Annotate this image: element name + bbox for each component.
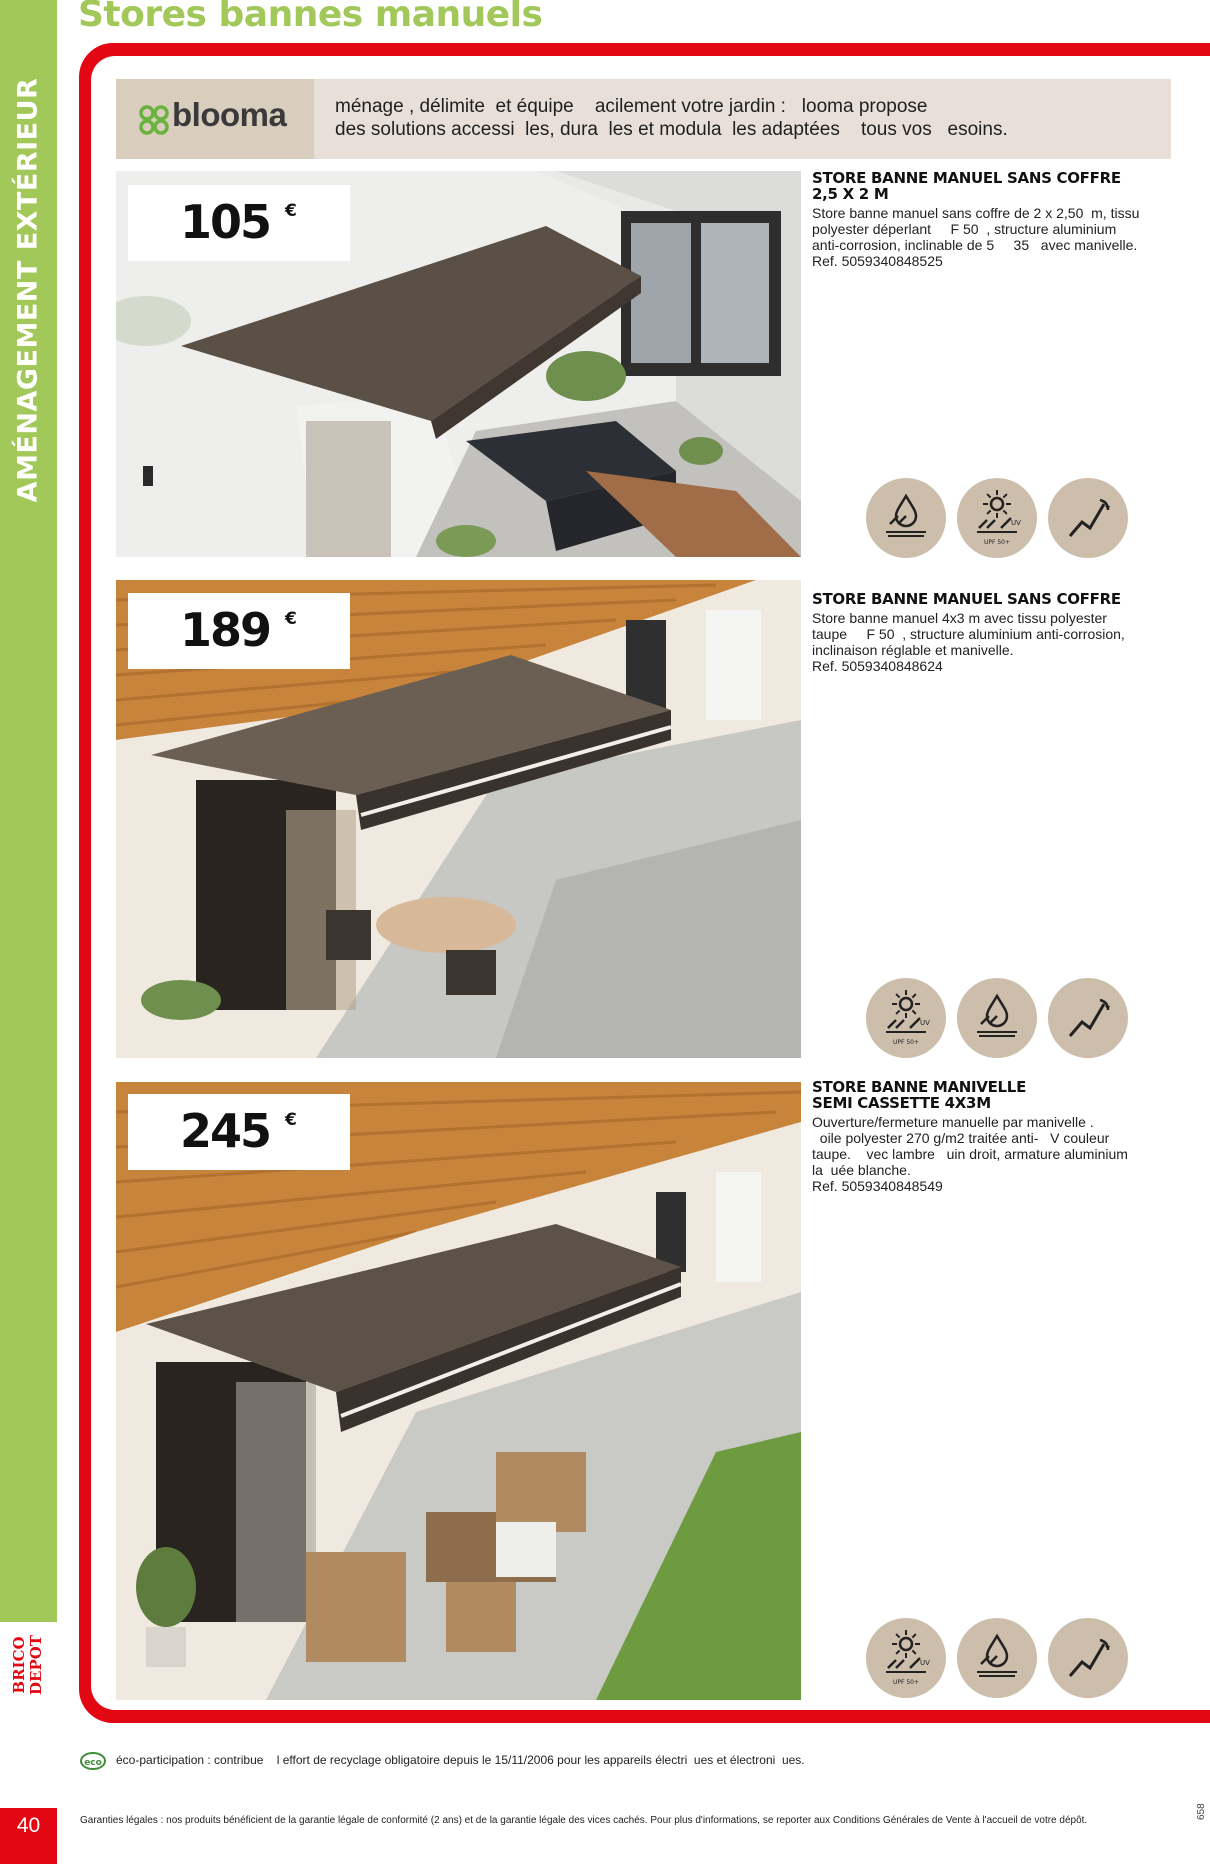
price-currency: €: [285, 1110, 297, 1130]
recycling-icon: [80, 1752, 106, 1770]
product-description: Ouverture/fermeture manuelle par manivelle . oile polyester 270 g/m2 traitée anti- V couleur taupe. vec lambre uin droit, armature aluminium la uée blanche. Ref. 5059340848549: [812, 1114, 1177, 1194]
product-description: Store banne manuel sans coffre de 2 x 2,50 m, tissu polyester déperlant F 50 , structure aluminium anti-corrosion, inclinable de 5 35 avec manivelle. Ref. 5059340848525: [812, 205, 1177, 269]
price-value: 245: [180, 1104, 271, 1158]
price-value: 189: [180, 603, 271, 657]
svg-text:UV: UV: [1011, 519, 1021, 527]
price-currency: €: [285, 201, 297, 221]
section-label: AMÉNAGEMENT EXTÉRIEUR: [12, 77, 44, 503]
blooma-logo: [116, 79, 314, 159]
banner-text: ménage , délimite et équipe acilement votre jardin : looma propose des solutions accessi les, dura les et modula les adaptées tous vos esoins.: [335, 96, 1008, 140]
svg-text:eco: eco: [84, 1758, 102, 1768]
store-logo: BRICO DEPOT: [0, 1622, 57, 1708]
product-info-1: [812, 170, 1177, 269]
crank-handle-icon: [1048, 478, 1128, 558]
water-repellent-icon: [957, 978, 1037, 1058]
product-ref: Ref. 5059340848525: [812, 253, 943, 269]
crank-handle-icon: [1048, 978, 1128, 1058]
product-description: Store banne manuel 4x3 m avec tissu polyester taupe F 50 , structure aluminium anti-corrosion, inclinaison réglable et manivelle. Ref. 5059340848624: [812, 610, 1177, 674]
uv-protection-icon: [866, 978, 946, 1058]
price-value: 105: [180, 195, 271, 249]
water-repellent-icon: [957, 1618, 1037, 1698]
product-name: STORE BANNE MANUEL SANS COFFRE: [812, 590, 1121, 608]
svg-text:UV: UV: [920, 1019, 930, 1027]
svg-text:UV: UV: [920, 1659, 930, 1667]
price-currency: €: [285, 609, 297, 629]
price-tag-3: [128, 1094, 350, 1170]
svg-text:UPF 50+: UPF 50+: [983, 539, 1011, 546]
product-name: STORE BANNE MANIVELLE SEMI CASSETTE 4X3M: [812, 1078, 1027, 1112]
page-number: 40: [0, 1808, 57, 1864]
section-sidebar: [0, 0, 57, 1622]
product-info-3: [812, 1079, 1177, 1194]
product-ref: Ref. 5059340848624: [812, 658, 943, 674]
product-info-2: [812, 591, 1177, 674]
uv-protection-icon: [957, 478, 1037, 558]
eco-participation: eco éco-participation : contribue l effort de recyclage obligatoire depuis le 15/11/2006 pour les appareils électri ues et électroni ues.: [80, 1752, 805, 1770]
product-photo-3: [116, 1082, 801, 1700]
product-ref: Ref. 5059340848549: [812, 1178, 943, 1194]
price-tag-1: [128, 185, 350, 261]
water-repellent-icon: [866, 478, 946, 558]
page-title: Stores bannes manuels: [78, 0, 543, 35]
uv-protection-icon: [866, 1618, 946, 1698]
legal-notice: Garanties légales : nos produits bénéficient de la garantie légale de conformité (2 ans) et de la garantie légale des vices cachés. Pour plus d'informations, se reporter aux Conditions Générales de Vente à l'accueil de votre dépôt.: [80, 1815, 1088, 1826]
clover-icon: [138, 104, 170, 136]
svg-text:UPF 50+: UPF 50+: [892, 1039, 920, 1046]
page-code: 658: [1196, 1803, 1207, 1820]
svg-text:UPF 50+: UPF 50+: [892, 1679, 920, 1686]
product-name: STORE BANNE MANUEL SANS COFFRE 2,5 X 2 M: [812, 169, 1121, 203]
crank-handle-icon: [1048, 1618, 1128, 1698]
price-tag-2: [128, 593, 350, 669]
brand-name: blooma: [172, 96, 287, 133]
